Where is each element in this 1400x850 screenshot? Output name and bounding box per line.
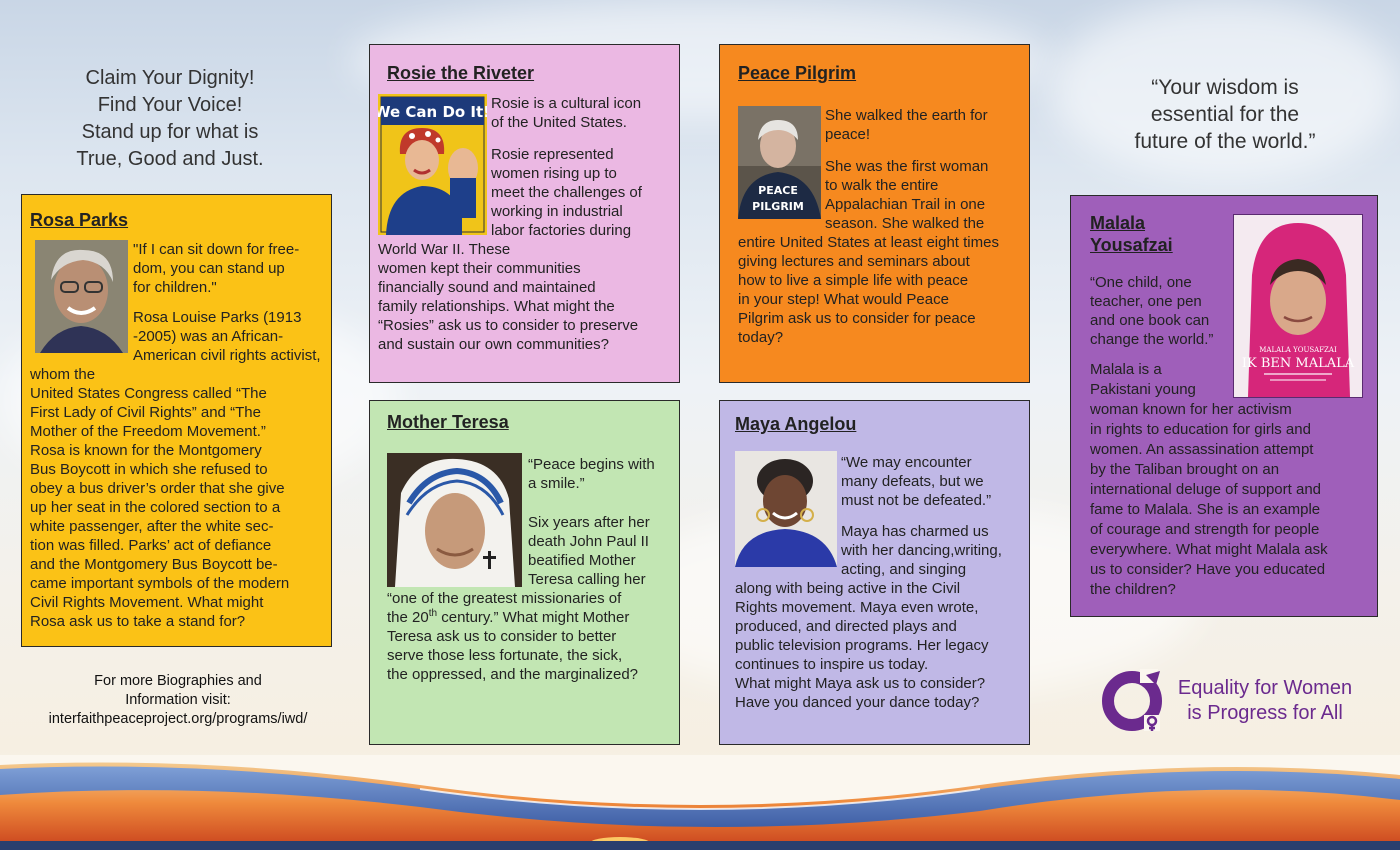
- malala-book-cover: [1233, 214, 1363, 398]
- rosie-intro: Rosie is a cultural icon of the United States.: [491, 95, 642, 131]
- svg-text:PEACE: PEACE: [758, 184, 798, 197]
- rosie-poster: [378, 94, 487, 235]
- tagline-line: Stand up for what is: [81, 121, 259, 143]
- peace-pilgrim-photo: [738, 106, 821, 219]
- logo-text-line: is Progress for All: [1187, 702, 1343, 724]
- footer-info: [28, 672, 328, 729]
- card-malala-yousafzai: [1070, 195, 1378, 617]
- card-title: Rosa Parks: [30, 210, 129, 230]
- wisdom-quote: [1090, 74, 1360, 155]
- svg-text:PILGRIM: PILGRIM: [752, 200, 804, 213]
- rosa-bio: Rosa Louise Parks (1913 -2005) was an African- American civil rights activist, whom the United States Congress called “The First Lady of Civil Rights” and “The Mother of the Freedom Movement.” Rosa is known for the Montgomery Bus Boycott in which she refused to obey a bus driver’s order that she give up her seat in the colored section to a white passenger, after the white sec- tion was filled. Parks’ act of defiance and the Montgomery Bus Boycott be- came important symbols of the modern Civil Rights Movement. What might Rosa ask us to take a stand for?: [30, 309, 321, 630]
- tagline-line: Find Your Voice!: [97, 94, 243, 116]
- maya-angelou-photo: [735, 451, 837, 567]
- footer-line: For more Biographies and: [94, 673, 262, 689]
- footer-line: Information visit:: [125, 692, 231, 708]
- card-body: [735, 453, 1029, 712]
- card-title: Malala Yousafzai: [1090, 213, 1173, 255]
- maya-quote: “We may encounter many defeats, but we must not be defeated.”: [841, 454, 992, 509]
- card-mother-teresa: [369, 400, 680, 745]
- quote-line: essential for the: [1150, 103, 1300, 126]
- teresa-quote: “Peace begins with a smile.”: [528, 456, 655, 492]
- pilgrim-bio: She was the first woman to walk the entire Appalachian Trail in one season. She walked the entire United States at least eight times giving lectures and seminars about how to live a simple life with peace in your step! What would Peace Pilgrim ask us to consider for peace today?: [738, 158, 999, 346]
- quote-line: “Your wisdom is: [1151, 76, 1299, 99]
- rosa-parks-photo: [35, 240, 128, 353]
- tagline-line: Claim Your Dignity!: [85, 67, 255, 89]
- card-body: [738, 106, 1029, 347]
- mother-teresa-photo: [387, 453, 522, 587]
- card-title: Rosie the Riveter: [387, 63, 535, 83]
- card-body: [378, 94, 679, 354]
- quote-line: future of the world.”: [1134, 130, 1316, 153]
- card-title: Maya Angelou: [735, 414, 857, 434]
- rosa-quote: "If I can sit down for free- dom, you can stand up for children.": [133, 241, 300, 296]
- teresa-bio: Six years after her death John Paul II beatified Mother Teresa calling her “one of the greatest missionaries of the 20th century.” What might Mother Teresa ask us to consider to better serve those less fortunate, the sick, the oppressed, and the marginalized?: [387, 514, 650, 683]
- card-rosie-the-riveter: [369, 44, 680, 383]
- card-title: Mother Teresa: [387, 412, 509, 432]
- footer-link[interactable]: interfaithpeaceproject.org/programs/iwd/: [48, 711, 308, 727]
- tagline-line: True, Good and Just.: [76, 148, 264, 170]
- malala-quote: “One child, one teacher, one pen and one book can change the world.”: [1090, 274, 1214, 348]
- card-peace-pilgrim: [719, 44, 1030, 383]
- tagline: [30, 65, 310, 173]
- card-body: [387, 455, 679, 684]
- sunset-banner: [0, 755, 1400, 850]
- equality-logo-text: [1170, 676, 1360, 726]
- svg-text:IK BEN MALALA: IK BEN MALALA: [1241, 356, 1355, 371]
- logo-text-line: Equality for Women: [1177, 677, 1353, 699]
- svg-text:We Can Do It!: We Can Do It!: [378, 103, 487, 121]
- maya-bio: Maya has charmed us with her dancing,writing, acting, and singing along with being active in the Civil Rights movement. Maya even wrote, produced, and directed plays and public television programs. Her legacy continues to inspire us today. What might Maya ask us to consider? Have you danced your dance today?: [735, 523, 1002, 711]
- pilgrim-intro: She walked the earth for peace!: [825, 107, 988, 143]
- card-title: Peace Pilgrim: [738, 63, 857, 83]
- equality-logo-icon: [1100, 667, 1166, 733]
- card-maya-angelou: [719, 400, 1030, 745]
- card-rosa-parks: [21, 194, 332, 647]
- malala-bio: Malala is a Pakistani young woman known for her activism in rights to education for girls and women. An assassination attempt by the Taliban brought on an international deluge of support and fame to Malala. She is an example of courage and strength for people everywhere. What might Malala ask us to consider? Have you educated the children?: [1090, 361, 1328, 598]
- rosie-bio: Rosie represented women rising up to meet the challenges of working in industrial labor factories during World War II. These women kept their communities financially sound and maintained family relationships. What might the “Rosies” ask us to consider to preserve and sustain our own communities?: [378, 146, 642, 353]
- svg-text:MALALA YOUSAFZAI: MALALA YOUSAFZAI: [1259, 346, 1337, 354]
- card-body: [30, 240, 323, 631]
